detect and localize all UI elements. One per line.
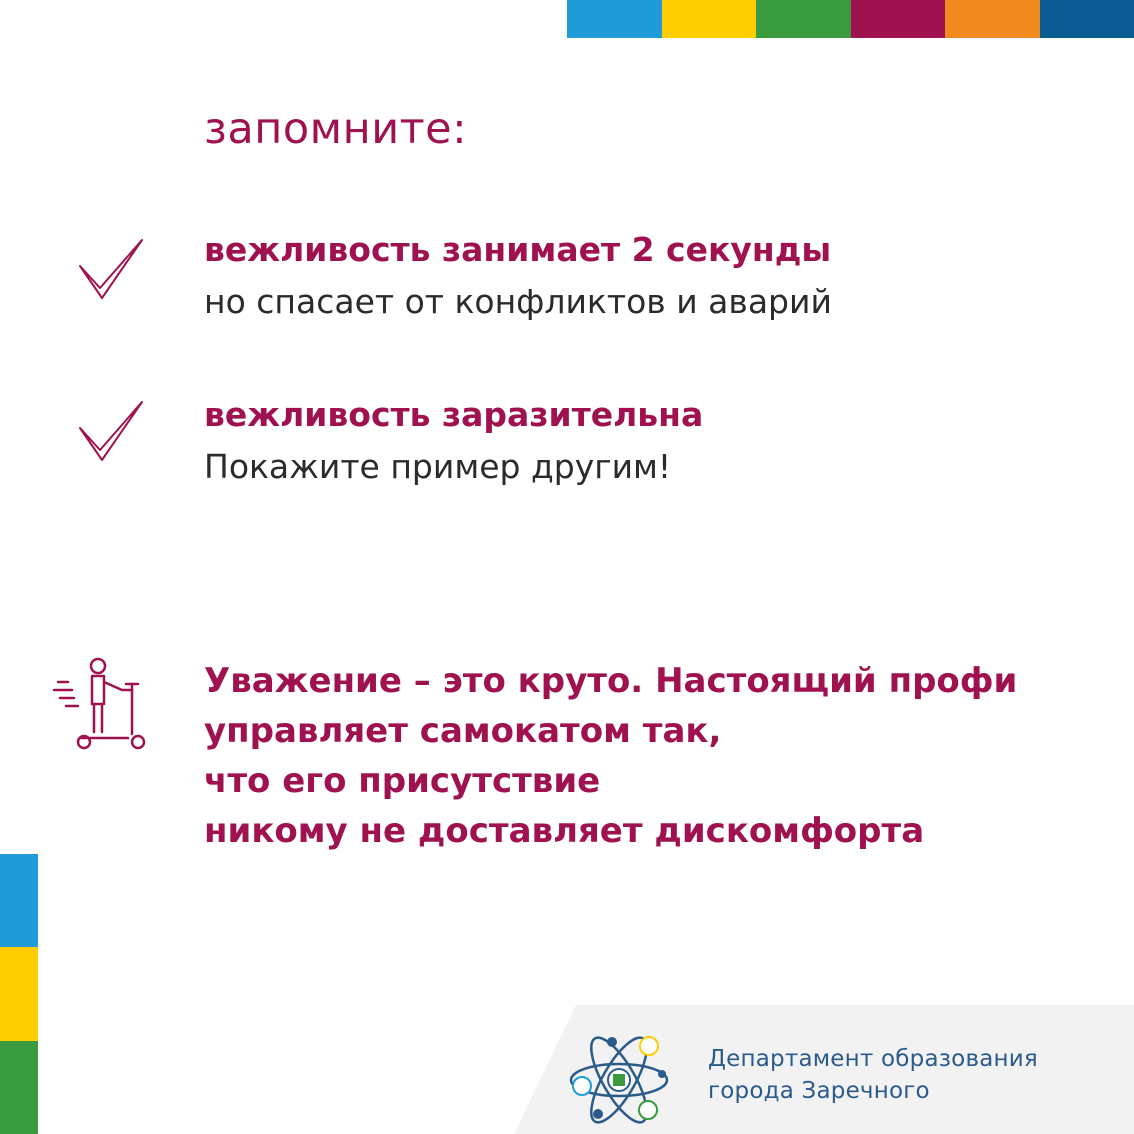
stripe-navy bbox=[1040, 0, 1134, 38]
check-icon bbox=[76, 398, 146, 464]
top-color-stripes bbox=[567, 0, 1134, 38]
respect-line: никому не доставляет дискомфорта bbox=[204, 811, 925, 851]
stripe-yellow bbox=[0, 947, 38, 1040]
respect-line: Уважение – это круто. Настоящий профи bbox=[204, 661, 1018, 701]
department-name-line: города Заречного bbox=[708, 1078, 930, 1104]
stripe-blue bbox=[567, 0, 662, 38]
department-name bbox=[708, 1043, 1038, 1107]
tip-title: вежливость заразительна bbox=[204, 395, 704, 434]
stripe-blue bbox=[0, 854, 38, 947]
tip-item bbox=[204, 389, 703, 493]
department-name-line: Департамент образования bbox=[708, 1046, 1038, 1072]
tip-title: вежливость занимает 2 секунды bbox=[204, 230, 832, 269]
page-title: запомните: bbox=[204, 104, 468, 154]
tip-text: Покажите пример другим! bbox=[204, 447, 672, 486]
stripe-orange bbox=[945, 0, 1040, 38]
atom-logo-icon bbox=[566, 1024, 672, 1130]
tip-text: но спасает от конфликтов и аварий bbox=[204, 282, 832, 321]
respect-line: управляет самокатом так, bbox=[204, 711, 722, 751]
stripe-crimson bbox=[851, 0, 946, 38]
respect-message bbox=[204, 656, 1017, 856]
check-icon bbox=[76, 236, 146, 302]
stripe-green bbox=[0, 1041, 38, 1134]
respect-line: что его присутствие bbox=[204, 761, 601, 801]
stripe-yellow bbox=[662, 0, 757, 38]
stripe-green bbox=[756, 0, 851, 38]
tip-item bbox=[204, 224, 832, 328]
scooter-rider-icon bbox=[50, 654, 152, 754]
left-color-stripes bbox=[0, 854, 38, 1134]
